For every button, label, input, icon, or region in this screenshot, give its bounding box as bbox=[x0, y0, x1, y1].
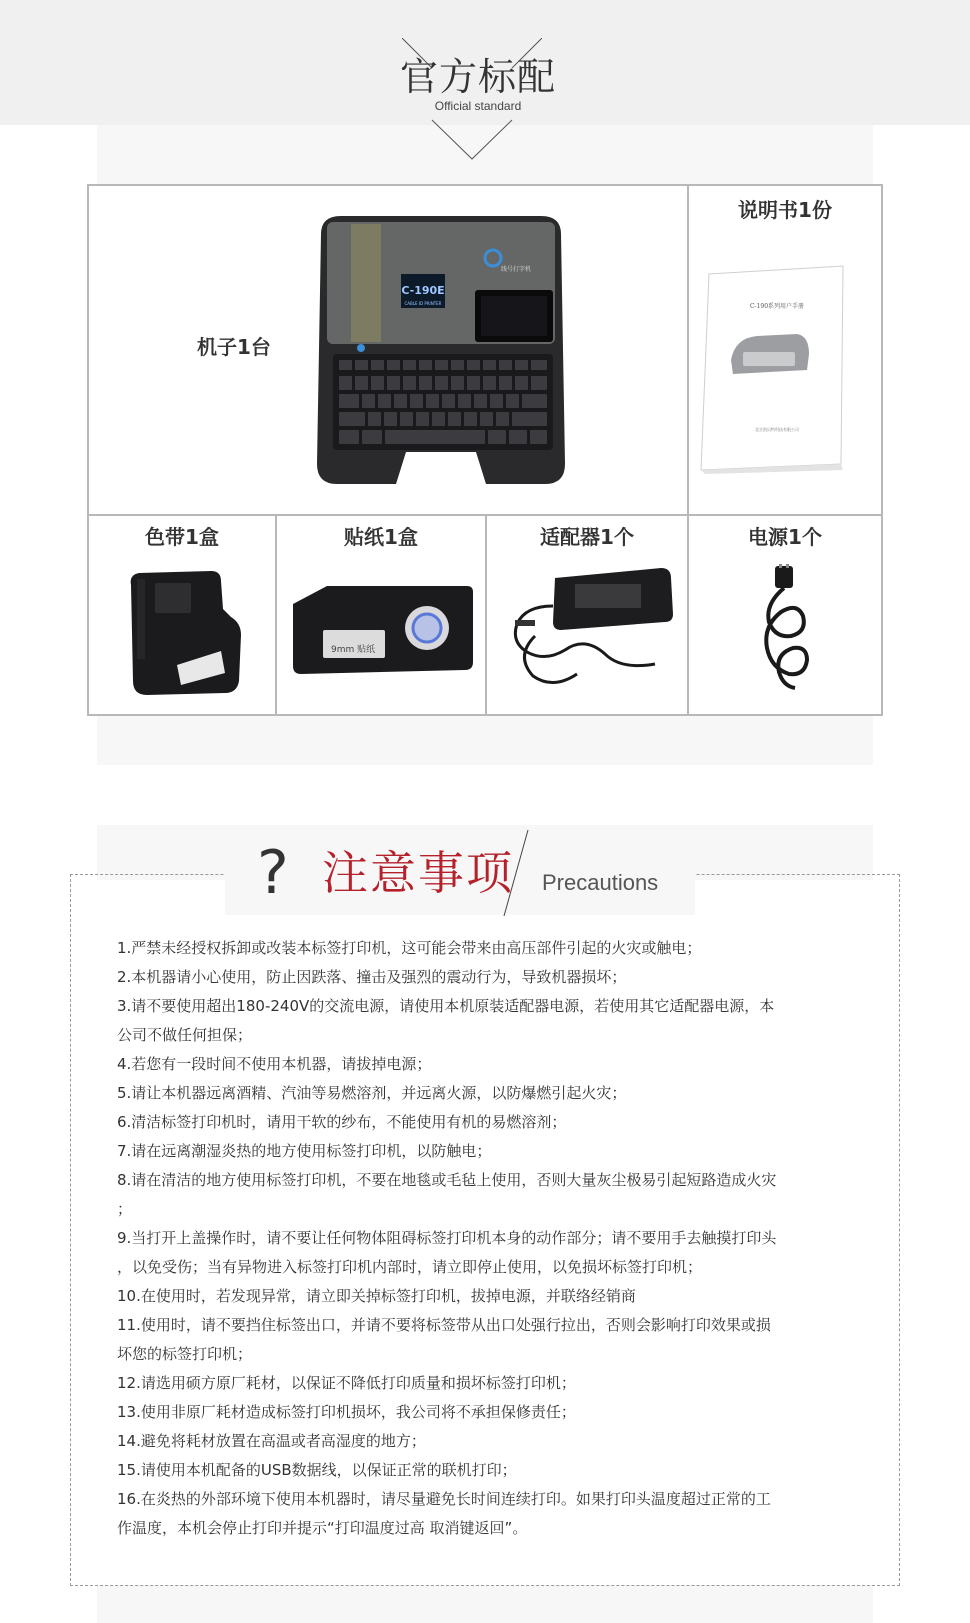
sticker-cassette-image bbox=[287, 582, 477, 682]
list-item: ，以免受伤；当有异物进入标签打印机内部时，请立即停止使用，以免损坏标签打印机； bbox=[117, 1258, 703, 1276]
manual-footer: 北京凯贝特科技有限公司 bbox=[755, 427, 799, 432]
list-item: 8.请在清洁的地方使用标签打印机，不要在地毯或毛毡上使用，否则大量灰尘极易引起短路造成火灾 bbox=[117, 1171, 777, 1189]
list-item: 11.使用时，请不要挡住标签出口，并请不要将标签带从出口处强行拉出，否则会影响打印效果或损 bbox=[117, 1316, 771, 1334]
list-item: 公司不做任何担保； bbox=[117, 1026, 253, 1044]
printer-screen-sub: CABLE ID PRINTER bbox=[404, 301, 442, 306]
adapter-image bbox=[505, 566, 675, 694]
page-subtitle: Official standard bbox=[434, 99, 522, 113]
item-label-ribbon: 色带1盒 bbox=[145, 525, 219, 549]
precautions-title: 注意事项 bbox=[322, 846, 514, 900]
item-label-machine: 机子1台 bbox=[197, 335, 271, 359]
manual-title: C-190系列用户手册 bbox=[749, 303, 805, 310]
list-item: 4.若您有一段时间不使用本机器，请拔掉电源； bbox=[117, 1055, 432, 1073]
sticker-cassette-text: 9mm 贴纸 bbox=[331, 645, 376, 655]
list-item: ； bbox=[117, 1200, 133, 1218]
list-item: 7.请在远离潮湿炎热的地方使用标签打印机，以防触电； bbox=[117, 1142, 492, 1160]
printer-brand-sub: 线号打字机 bbox=[500, 266, 532, 273]
printer-screen-text: C-190E bbox=[401, 284, 445, 297]
page-title: 官方标配 bbox=[399, 55, 556, 99]
power-cord-image bbox=[745, 564, 825, 694]
list-item: 15.请使用本机配备的USB数据线，以保证正常的联机打印； bbox=[117, 1461, 517, 1479]
product-grid bbox=[87, 184, 883, 716]
list-item: 12.请选用硕方原厂耗材，以保证不降低打印质量和损坏标签打印机； bbox=[117, 1374, 576, 1392]
list-item: 1.严禁未经授权拆卸或改装本标签打印机，这可能会带来由高压部件引起的火灾或触电； bbox=[117, 939, 702, 957]
list-item: 作温度，本机会停止打印并提示“打印温度过高 取消键返回”。 bbox=[117, 1519, 528, 1537]
slash-divider bbox=[500, 828, 530, 918]
item-label-power-cord: 电源1个 bbox=[748, 525, 822, 549]
question-mark-icon: ? bbox=[257, 838, 289, 908]
list-item: 坏您的标签打印机； bbox=[117, 1345, 253, 1363]
item-label-manual: 说明书1份 bbox=[738, 198, 832, 222]
list-item: 3.请不要使用超出180-240V的交流电源，请使用本机原装适配器电源，若使用其它适配器电源，本 bbox=[117, 997, 775, 1015]
list-item: 5.请让本机器远离酒精、汽油等易燃溶剂，并远离火源，以防爆燃引起火灾； bbox=[117, 1084, 627, 1102]
list-item: 9.当打开上盖操作时，请不要让任何物体阻碍标签打印机本身的动作部分；请不要用手去触摸打印头 bbox=[117, 1229, 777, 1247]
precautions-subtitle: Precautions bbox=[542, 870, 659, 895]
list-item: 2.本机器请小心使用，防止因跌落、撞击及强烈的震动行为，导致机器损坏； bbox=[117, 968, 627, 986]
list-item: 13.使用非原厂耗材造成标签打印机损坏，我公司将不承担保修责任； bbox=[117, 1403, 576, 1421]
list-item: 14.避免将耗材放置在高温或者高湿度的地方； bbox=[117, 1432, 426, 1450]
label-printer-image bbox=[311, 214, 571, 498]
list-item: 16.在炎热的外部环境下使用本机器时，请尽量避免长时间连续打印。如果打印头温度超过正常的工 bbox=[117, 1490, 771, 1508]
item-label-sticker: 贴纸1盒 bbox=[344, 525, 418, 549]
manual-image bbox=[687, 264, 847, 480]
list-item: 10.在使用时，若发现异常，请立即关掉标签打印机，拔掉电源，并联络经销商 bbox=[117, 1287, 636, 1305]
ribbon-cassette-image bbox=[121, 569, 251, 701]
item-label-adapter: 适配器1个 bbox=[540, 525, 634, 549]
list-item: 6.清洁标签打印机时，请用干软的纱布，不能使用有机的易燃溶剂； bbox=[117, 1113, 567, 1131]
precautions-list bbox=[117, 934, 857, 1543]
